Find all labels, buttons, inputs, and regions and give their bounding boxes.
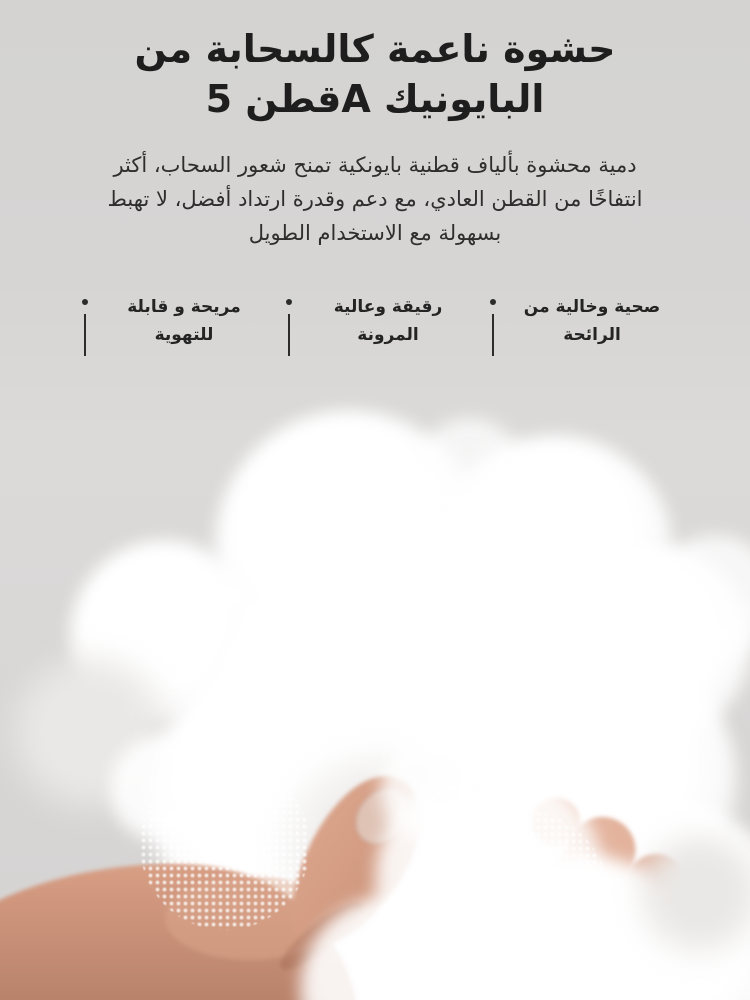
product-description	[35, 148, 715, 250]
divider-line	[288, 314, 290, 356]
feature-breathable-line2: للتهوية	[154, 325, 214, 345]
features-row	[0, 293, 750, 356]
feature-breathable-line1: مريحة و قابلة	[127, 297, 241, 317]
divider-line	[84, 314, 86, 356]
feature-odor-free-line2: الرائحة	[563, 325, 621, 345]
divider-line	[492, 314, 494, 356]
dot-line-divider-icon	[490, 293, 496, 356]
description-line-3: بسهولة مع الاستخدام الطويل	[248, 221, 502, 245]
page-title	[20, 24, 730, 124]
feature-breathable-label	[108, 293, 260, 349]
product-photo	[0, 370, 750, 1000]
feature-odor-free	[490, 293, 668, 356]
dot-line-divider-icon	[286, 293, 292, 356]
title-line-2: قطن 5A البايونيك	[205, 77, 545, 121]
dot-line-divider-icon	[82, 293, 88, 356]
feature-elasticity-line2: المرونة	[357, 325, 419, 345]
fluff-speckle	[430, 810, 610, 990]
description-line-1: دمية محشوة بألياف قطنية بايونكية تمنح شعور السحاب، أكثر	[113, 153, 637, 177]
description-line-2: انتفاخًا من القطن العادي، مع دعم وقدرة ارتداد أفضل، لا تهبط	[107, 187, 643, 211]
divider-dot	[286, 299, 292, 305]
fluff-speckle	[140, 760, 310, 930]
feature-elasticity-line1: رقيقة وعالية	[333, 297, 443, 317]
feature-elasticity	[286, 293, 464, 356]
feature-breathable	[82, 293, 260, 356]
feature-elasticity-label	[312, 293, 464, 349]
divider-dot	[82, 299, 88, 305]
banner-header	[0, 0, 750, 250]
title-line-1: حشوة ناعمة كالسحابة من	[134, 27, 616, 71]
feature-odor-free-label	[516, 293, 668, 349]
feature-odor-free-line1: صحية وخالية من	[523, 297, 661, 317]
divider-dot	[490, 299, 496, 305]
